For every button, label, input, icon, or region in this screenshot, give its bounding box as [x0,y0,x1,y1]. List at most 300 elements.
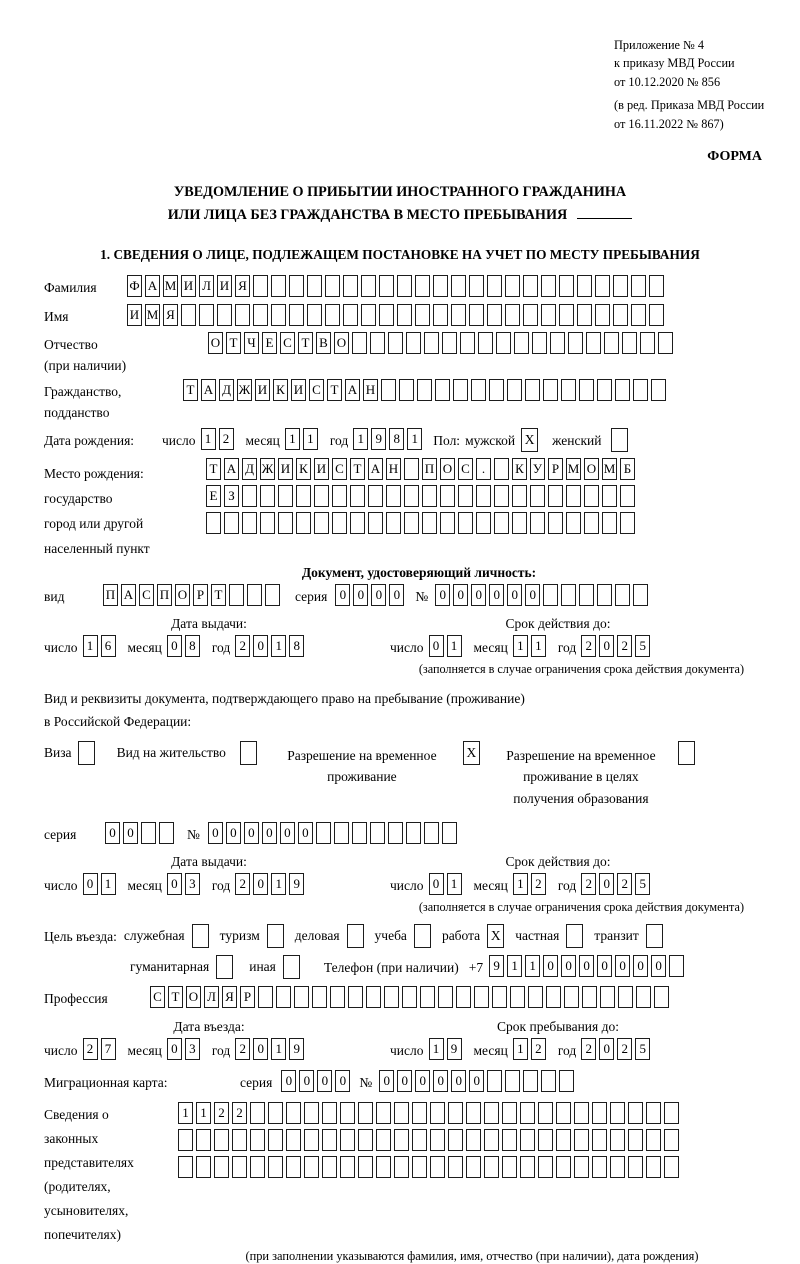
form-cell [361,304,376,326]
form-cell [178,1156,193,1178]
form-cell: 9 [447,1038,462,1060]
page-title [0,181,800,226]
form-cell: 0 [397,1070,412,1092]
form-cell: 0 [651,955,666,977]
form-cell [268,1129,283,1151]
form-cell [312,986,327,1008]
year-label: год [211,877,231,893]
phone-label: Телефон (при наличии) [323,959,459,975]
sex-female-checkbox [611,428,628,452]
form-cell [548,485,563,507]
form-cell: 0 [123,822,138,844]
form-cell: 0 [507,584,522,606]
form-cell [548,512,563,534]
form-cell [610,1102,625,1124]
form-cell [620,512,635,534]
form-cell [597,584,612,606]
form-cell: 1 [513,635,528,657]
form-cell [394,1156,409,1178]
form-cell [636,986,651,1008]
form-cell: У [530,458,545,480]
option-temp-residence-education-checkbox [678,741,695,765]
form-cell [376,1102,391,1124]
form-cell [388,332,403,354]
form-cell [435,379,450,401]
form-cell [265,584,280,606]
form-cell: Т [168,986,183,1008]
form-cell: В [316,332,331,354]
option-temp-residence-label: Разрешение на временное проживание [287,747,437,785]
birth-place-block [44,458,794,561]
form-cell [505,304,520,326]
form-cell [622,332,637,354]
form-cell [525,379,540,401]
form-cell [574,1102,589,1124]
form-cell [260,485,275,507]
form-cell: 0 [298,822,313,844]
form-cell [294,986,309,1008]
form-cell: 0 [253,1038,268,1060]
form-cell [615,379,630,401]
form-cell [654,986,669,1008]
form-cell: Я [222,986,237,1008]
form-cell [496,332,511,354]
form-cell [381,379,396,401]
form-cell [649,275,664,297]
form-cell: 0 [469,1070,484,1092]
form-cell [559,304,574,326]
doc-number-cells [435,584,651,606]
form-cell: 2 [214,1102,229,1124]
residence-series-row [44,822,794,846]
form-cell: И [127,304,142,326]
form-cell: Я [163,304,178,326]
issue-day-cells [83,635,119,657]
form-cell [538,1129,553,1151]
form-cell: 0 [253,873,268,895]
form-cell: 0 [167,1038,182,1060]
form-cell [358,1156,373,1178]
form-cell [600,986,615,1008]
form-cell: 1 [271,635,286,657]
patronymic-cells [208,332,676,354]
purpose-private-checkbox [566,924,583,948]
form-cell [610,1129,625,1151]
form-cell [388,822,403,844]
form-cell [159,822,174,844]
purpose-official: служебная [124,924,209,948]
form-cell: С [139,584,154,606]
form-cell [404,458,419,480]
form-cell [669,955,684,977]
form-cell [368,485,383,507]
form-cell: Е [206,485,221,507]
citizenship-label: Гражданство, подданство [44,384,122,421]
form-cell [595,275,610,297]
form-cell [505,275,520,297]
form-cell: 2 [531,1038,546,1060]
month-label: месяц [473,1043,508,1059]
form-cell [507,379,522,401]
form-cell: К [296,458,311,480]
form-cell [286,1102,301,1124]
form-cell: Н [363,379,378,401]
form-cell [352,332,367,354]
phone-cells [489,955,687,977]
day-label: число [390,640,424,656]
doc-number-label: № [415,589,429,605]
form-cell [250,1102,265,1124]
purpose-row [44,924,794,948]
form-cell: 1 [285,428,300,450]
birth-date-row [44,428,794,452]
form-cell: 0 [335,1070,350,1092]
entry-stay-dates [44,1019,794,1062]
form-cell: А [345,379,360,401]
form-cell: Т [183,379,198,401]
form-cell [502,1156,517,1178]
form-cell: . [476,458,491,480]
form-cell [543,584,558,606]
migration-number-cells [379,1070,577,1092]
form-cell [307,275,322,297]
form-cell: О [584,458,599,480]
birth-day-cells [201,428,237,450]
form-cell [278,485,293,507]
purpose-business-checkbox [347,924,364,948]
number-label: № [359,1075,373,1091]
month-label: месяц [127,877,162,893]
issue-year-cells [235,635,307,657]
form-cell [520,1129,535,1151]
form-cell: А [224,458,239,480]
title-line-2: ИЛИ ЛИЦА БЕЗ ГРАЖДАНСТВА В МЕСТО ПРЕБЫВАНИЯ [0,204,800,227]
form-cell [358,1129,373,1151]
form-cell [404,485,419,507]
form-cell: 1 [429,1038,444,1060]
form-cell [422,485,437,507]
form-cell [397,275,412,297]
form-cell [484,1102,499,1124]
form-cell [253,275,268,297]
form-cell: П [103,584,118,606]
form-cell: 8 [289,635,304,657]
form-cell: 1 [447,635,462,657]
sex-male-label: мужской [465,433,516,449]
purpose-label: Цель въезда: [44,928,117,944]
form-cell [466,1156,481,1178]
form-cell: 8 [185,635,200,657]
form-cell: 2 [531,873,546,895]
form-cell: 0 [599,1038,614,1060]
residence-issue-month-cells [167,873,203,895]
form-cell: 0 [633,955,648,977]
form-cell: С [150,986,165,1008]
residence-doc-dates [44,854,794,897]
form-cell [217,304,232,326]
form-cell [370,332,385,354]
year-label: год [557,640,577,656]
form-cell [286,1129,301,1151]
legal-reps-labels: Сведения о законных представителях (родителях, усыновителях, попечителях) [44,1107,134,1243]
form-cell [440,485,455,507]
form-cell: Д [242,458,257,480]
form-cell [235,304,250,326]
form-cell: 1 [513,873,528,895]
form-cell: 0 [433,1070,448,1092]
form-cell [664,1102,679,1124]
form-cell: 0 [379,1070,394,1092]
month-label: месяц [245,433,280,449]
form-cell [253,304,268,326]
form-cell: С [332,458,347,480]
form-cell [322,1156,337,1178]
form-cell [247,584,262,606]
legal-reps-note: (при заполнении указываются фамилия, имя, отчество (при наличии), дата рождения) [245,1249,699,1264]
form-cell [582,986,597,1008]
form-cell [592,1129,607,1151]
form-cell [458,485,473,507]
form-cell [514,332,529,354]
stay-day-cells [429,1038,465,1060]
form-cell: 3 [185,1038,200,1060]
residence-valid-month-cells [513,873,549,895]
form-cell [322,1129,337,1151]
number-label: № [187,826,200,842]
form-cell [232,1156,247,1178]
form-cell: С [280,332,295,354]
form-cell [397,304,412,326]
form-cell [502,1129,517,1151]
birth-place-row-2 [206,485,638,507]
entry-year-cells [235,1038,307,1060]
birth-month-cells [285,428,321,450]
form-cell: 6 [101,635,116,657]
form-cell: 7 [101,1038,116,1060]
form-cell [412,1156,427,1178]
form-cell [532,332,547,354]
form-cell [430,1102,445,1124]
form-cell [343,275,358,297]
form-cell: 9 [289,873,304,895]
form-cell: О [186,986,201,1008]
form-cell: 2 [232,1102,247,1124]
form-cell [487,304,502,326]
form-cell: 0 [615,955,630,977]
form-cell: 2 [581,635,596,657]
form-cell: Ч [244,332,259,354]
form-cell [181,304,196,326]
option-residence-permit-label: Вид на жительство [116,744,226,760]
form-cell [579,584,594,606]
form-cell [628,1102,643,1124]
month-label: месяц [127,640,162,656]
form-cell [541,1070,556,1092]
form-cell [334,822,349,844]
form-cell: 0 [389,584,404,606]
form-cell [289,304,304,326]
form-cell: 9 [289,1038,304,1060]
form-cell [492,986,507,1008]
form-cell: 1 [525,955,540,977]
form-cell [640,332,655,354]
form-cell [394,1102,409,1124]
form-cell: 0 [597,955,612,977]
form-cell: Л [204,986,219,1008]
form-cell: Р [548,458,563,480]
form-cell: О [440,458,455,480]
form-cell [358,1102,373,1124]
form-cell: Я [235,275,250,297]
form-cell [442,822,457,844]
form-cell: 1 [531,635,546,657]
form-cell [214,1129,229,1151]
form-cell [250,1156,265,1178]
form-cell [559,1070,574,1092]
form-cell [550,332,565,354]
form-cell [340,1129,355,1151]
form-cell: 0 [371,584,386,606]
form-cell [610,1156,625,1178]
purpose-other-checkbox [283,955,300,979]
form-cell: 2 [83,1038,98,1060]
legal-reps-row-2 [178,1129,682,1151]
day-label: число [44,1043,78,1059]
form-cell [494,485,509,507]
form-cell: Н [386,458,401,480]
form-cell [448,1129,463,1151]
form-cell [438,986,453,1008]
form-cell [586,332,601,354]
form-cell [602,485,617,507]
form-cell [384,986,399,1008]
form-cell [250,1129,265,1151]
form-cell: Е [262,332,277,354]
form-cell: Р [240,986,255,1008]
form-cell: 1 [178,1102,193,1124]
form-cell [330,986,345,1008]
form-cell [296,512,311,534]
form-cell: А [145,275,160,297]
form-cell [602,512,617,534]
purpose-transit: транзит [594,924,663,948]
form-cell: 0 [253,635,268,657]
form-cell: А [121,584,136,606]
form-cell: 9 [371,428,386,450]
residence-valid-day-cells [429,873,465,895]
form-cell: 2 [235,873,250,895]
form-cell [561,584,576,606]
form-cell [424,332,439,354]
surname-cells [127,275,667,297]
form-cell [530,485,545,507]
form-cell [196,1129,211,1151]
day-label: число [390,1043,424,1059]
form-cell: О [208,332,223,354]
form-cell [415,275,430,297]
year-label: год [211,640,231,656]
day-label: число [44,877,78,893]
form-cell [528,986,543,1008]
purpose-row-2 [44,955,794,979]
migration-card-label: Миграционная карта: [44,1075,168,1091]
form-cell: 1 [303,428,318,450]
stay-month-cells [513,1038,549,1060]
form-cell [366,986,381,1008]
day-label: число [162,433,196,449]
form-cell [458,512,473,534]
form-cell [651,379,666,401]
form-cell: 8 [389,428,404,450]
purpose-tourism: туризм [220,924,284,948]
purpose-transit-checkbox [646,924,663,948]
form-cell [556,1156,571,1178]
form-cell [466,1102,481,1124]
doc-series-label: серия [295,589,328,605]
form-cell: 0 [317,1070,332,1092]
form-cell [476,512,491,534]
form-cell: Р [193,584,208,606]
form-cell [579,379,594,401]
form-cell: 2 [219,428,234,450]
form-cell [406,332,421,354]
purpose-humanitarian: гуманитарная [130,955,233,979]
form-cell [649,304,664,326]
form-cell [325,304,340,326]
form-cell: 0 [435,584,450,606]
form-cell [453,379,468,401]
form-cell [604,332,619,354]
form-cell [430,1156,445,1178]
form-cell [361,275,376,297]
form-cell [620,485,635,507]
form-cell [633,584,648,606]
form-cell: Т [206,458,221,480]
form-cell: М [163,275,178,297]
form-cell [314,485,329,507]
form-cell [376,1156,391,1178]
forma-label: ФОРМА [707,149,762,165]
form-cell [242,512,257,534]
residence-doc-options [44,741,794,810]
purpose-study-checkbox [414,924,431,948]
form-cell: 2 [617,873,632,895]
form-cell [451,275,466,297]
residence-issue-day-cells [83,873,119,895]
entry-day-cells [83,1038,119,1060]
form-cell [538,1156,553,1178]
residence-series-cells [105,822,177,844]
year-label: год [211,1043,231,1059]
form-cell [543,379,558,401]
form-cell: 1 [447,873,462,895]
form-cell [278,512,293,534]
identity-doc-row [44,584,794,608]
form-cell [406,822,421,844]
form-cell: 0 [451,1070,466,1092]
sex-label: Пол: [433,433,461,449]
title-line-1: УВЕДОМЛЕНИЕ О ПРИБЫТИИ ИНОСТРАННОГО ГРАЖДАНИНА [173,184,627,201]
form-cell: 1 [271,873,286,895]
form-cell [646,1102,661,1124]
form-cell [433,304,448,326]
form-cell [420,986,435,1008]
form-cell [368,512,383,534]
form-cell: 2 [235,635,250,657]
form-cell: 0 [415,1070,430,1092]
form-cell [196,1156,211,1178]
legal-reps-row-1 [178,1102,682,1124]
